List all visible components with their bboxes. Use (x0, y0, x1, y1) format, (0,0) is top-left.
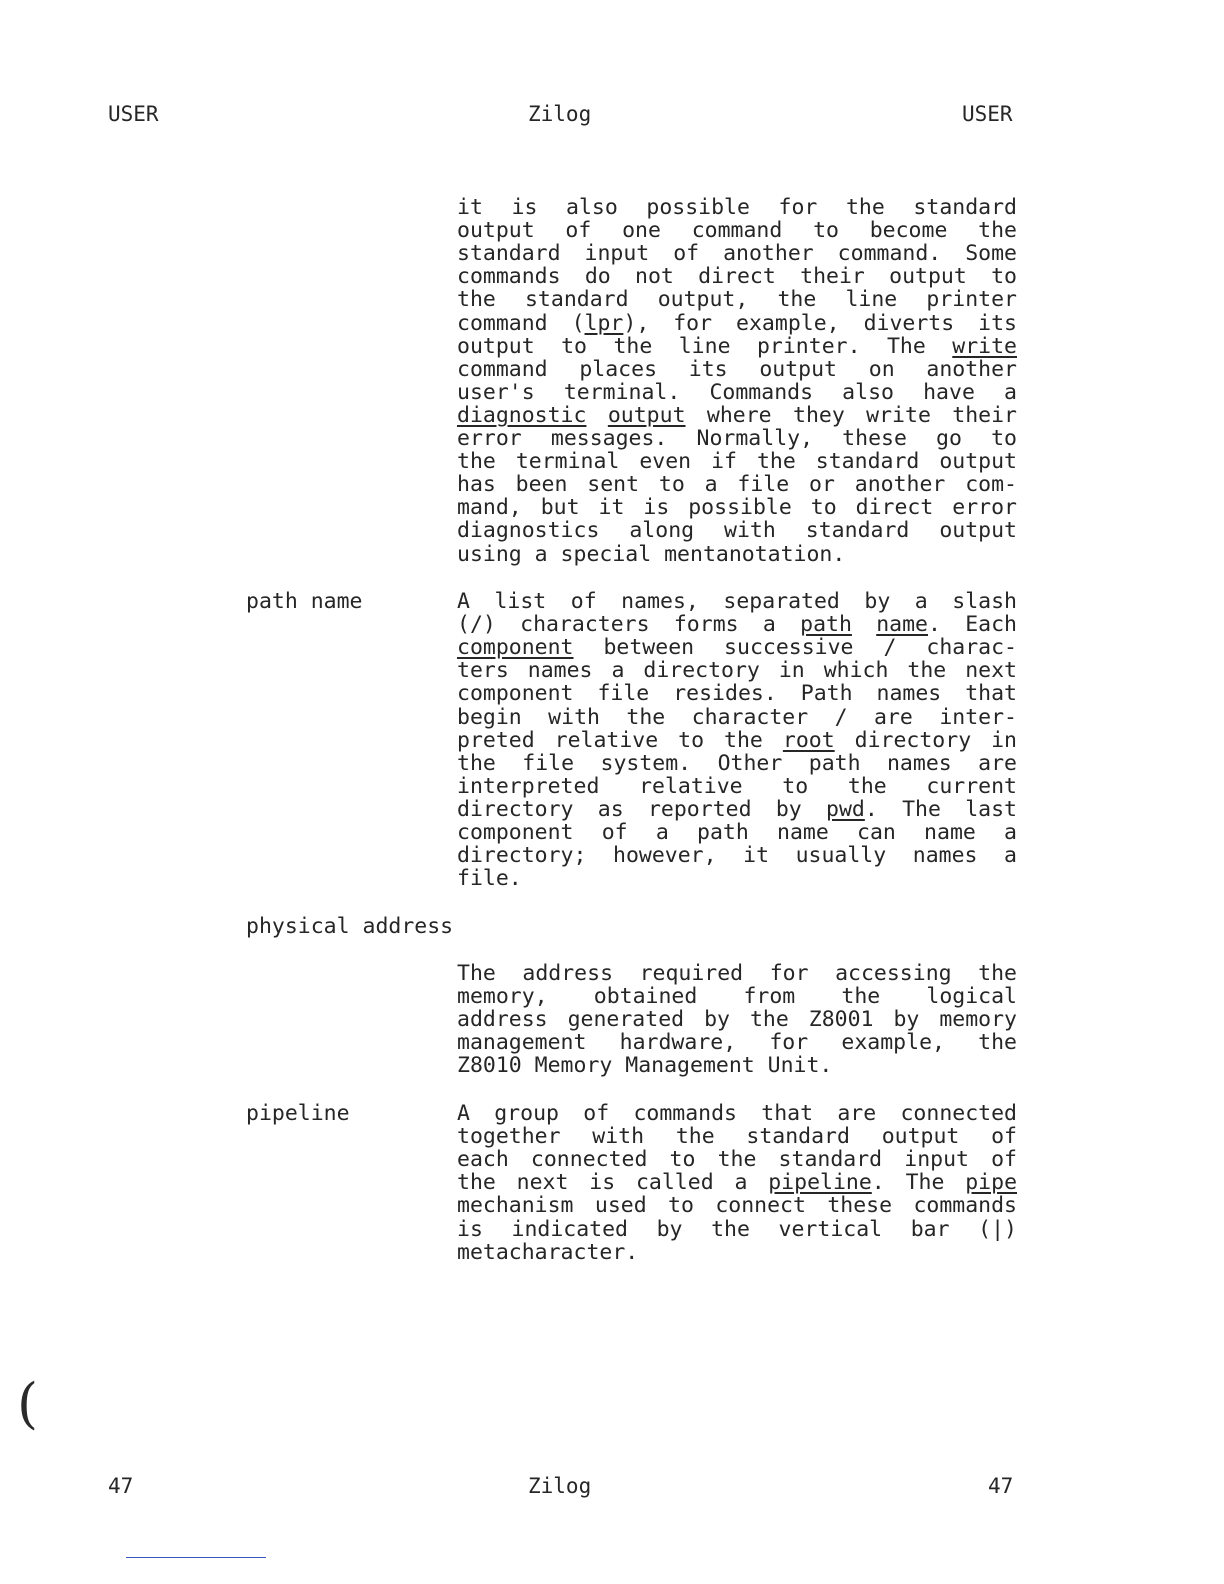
underlined-term: name (876, 612, 928, 638)
text-segment: the next is called a (457, 1170, 769, 1196)
footer-page-number-left: 47 (108, 1474, 134, 1498)
path-name-line: interpreted relative to the current (457, 773, 1017, 799)
path-name-line: component of a path name can name a (457, 820, 1017, 845)
term-pipeline: pipeline (246, 1101, 350, 1126)
path-name-line (457, 798, 1017, 821)
pipeline-line: A group of commands that are connected (457, 1101, 1017, 1126)
intro-line: command places its output on another (457, 356, 1017, 382)
text-segment: ), for example, diverts its (623, 310, 1017, 336)
intro-line: output of one command to become the (457, 218, 1017, 244)
underlined-term: diagnostic (457, 402, 587, 428)
header-right: USER (962, 102, 1013, 126)
text-segment: between successive / charac- (573, 635, 1017, 661)
intro-line: standard input of another command. Some (457, 241, 1017, 267)
pipeline-line (457, 1171, 1017, 1194)
intro-line (457, 404, 1017, 427)
header-left: USER (108, 102, 159, 126)
intro-line: it is also possible for the standard (457, 195, 1017, 220)
text-segment: command ( (457, 310, 585, 336)
path-name-line: ters names a directory in which the next (457, 658, 1017, 684)
intro-line: commands do not direct their output to (457, 264, 1017, 290)
intro-line: diagnostics along with standard output (457, 518, 1017, 544)
path-name-line: file. (457, 866, 522, 892)
text-segment: directory as reported by (457, 796, 826, 822)
pipeline-line: is indicated by the vertical bar (|) (457, 1216, 1017, 1242)
header-center: Zilog (528, 102, 592, 126)
text-segment: . The last (864, 796, 1017, 822)
text-segment (586, 403, 607, 428)
underlined-term: component (457, 635, 574, 661)
underlined-term: root (782, 727, 835, 753)
path-name-line (457, 729, 1017, 752)
text-segment: . Each (927, 612, 1017, 638)
intro-line: mand, but it is possible to direct error (457, 495, 1017, 521)
underlined-term: path (800, 612, 852, 638)
text-segment: output to the line printer. The (457, 333, 953, 359)
text-segment (852, 612, 876, 637)
footer-page-number-right: 47 (988, 1474, 1014, 1498)
underlined-term: write (952, 333, 1017, 359)
underlined-term: output (607, 402, 686, 428)
path-name-line: the file system. Other path names are (457, 750, 1017, 776)
underlined-term: pipe (965, 1170, 1018, 1196)
intro-line: the standard output, the line printer (457, 287, 1017, 313)
text-segment: where they write their (685, 402, 1017, 428)
text-segment: directory in (834, 727, 1018, 753)
intro-line: the terminal even if the standard output (457, 449, 1017, 475)
physical-address-line: memory, obtained from the logical (457, 984, 1017, 1010)
pipeline-line: metacharacter. (457, 1239, 639, 1265)
pipeline-line: each connected to the standard input of (457, 1147, 1017, 1173)
path-name-line (457, 613, 1017, 636)
underlined-term: pwd (826, 796, 865, 822)
footer-center: Zilog (528, 1474, 592, 1498)
intro-line: using a special mentanotation. (457, 541, 846, 567)
margin-bracket-mark: ( (17, 1372, 39, 1435)
intro-line (457, 312, 1017, 335)
intro-line: user's terminal. Commands also have a (457, 379, 1017, 405)
intro-line (457, 335, 1017, 358)
pipeline-line: mechanism used to connect these commands (457, 1193, 1017, 1219)
path-name-line: component file resides. Path names that (457, 681, 1017, 707)
text-segment: preted relative to the (457, 727, 783, 753)
text-segment: . The (871, 1170, 966, 1196)
path-name-line: A list of names, separated by a slash (457, 589, 1017, 614)
path-name-line (457, 636, 1017, 659)
physical-address-line: address generated by the Z8001 by memory (457, 1007, 1017, 1033)
text-segment: (/) characters forms a (457, 612, 801, 638)
term-physical-address: physical address (246, 914, 454, 939)
physical-address-line: management hardware, for example, the (457, 1030, 1017, 1056)
intro-line: error messages. Normally, these go to (457, 426, 1017, 451)
physical-address-line: Z8010 Memory Management Unit. (457, 1053, 833, 1079)
bottom-rule (126, 1557, 266, 1558)
term-path-name: path name (246, 589, 363, 614)
intro-line: has been sent to a file or another com- (457, 472, 1017, 498)
path-name-line: directory; however, it usually names a (457, 843, 1017, 869)
path-name-line: begin with the character / are inter- (457, 704, 1017, 730)
physical-address-line: The address required for accessing the (457, 961, 1017, 986)
underlined-term: lpr (584, 310, 624, 336)
pipeline-line: together with the standard output of (457, 1124, 1017, 1150)
underlined-term: pipeline (768, 1170, 872, 1196)
